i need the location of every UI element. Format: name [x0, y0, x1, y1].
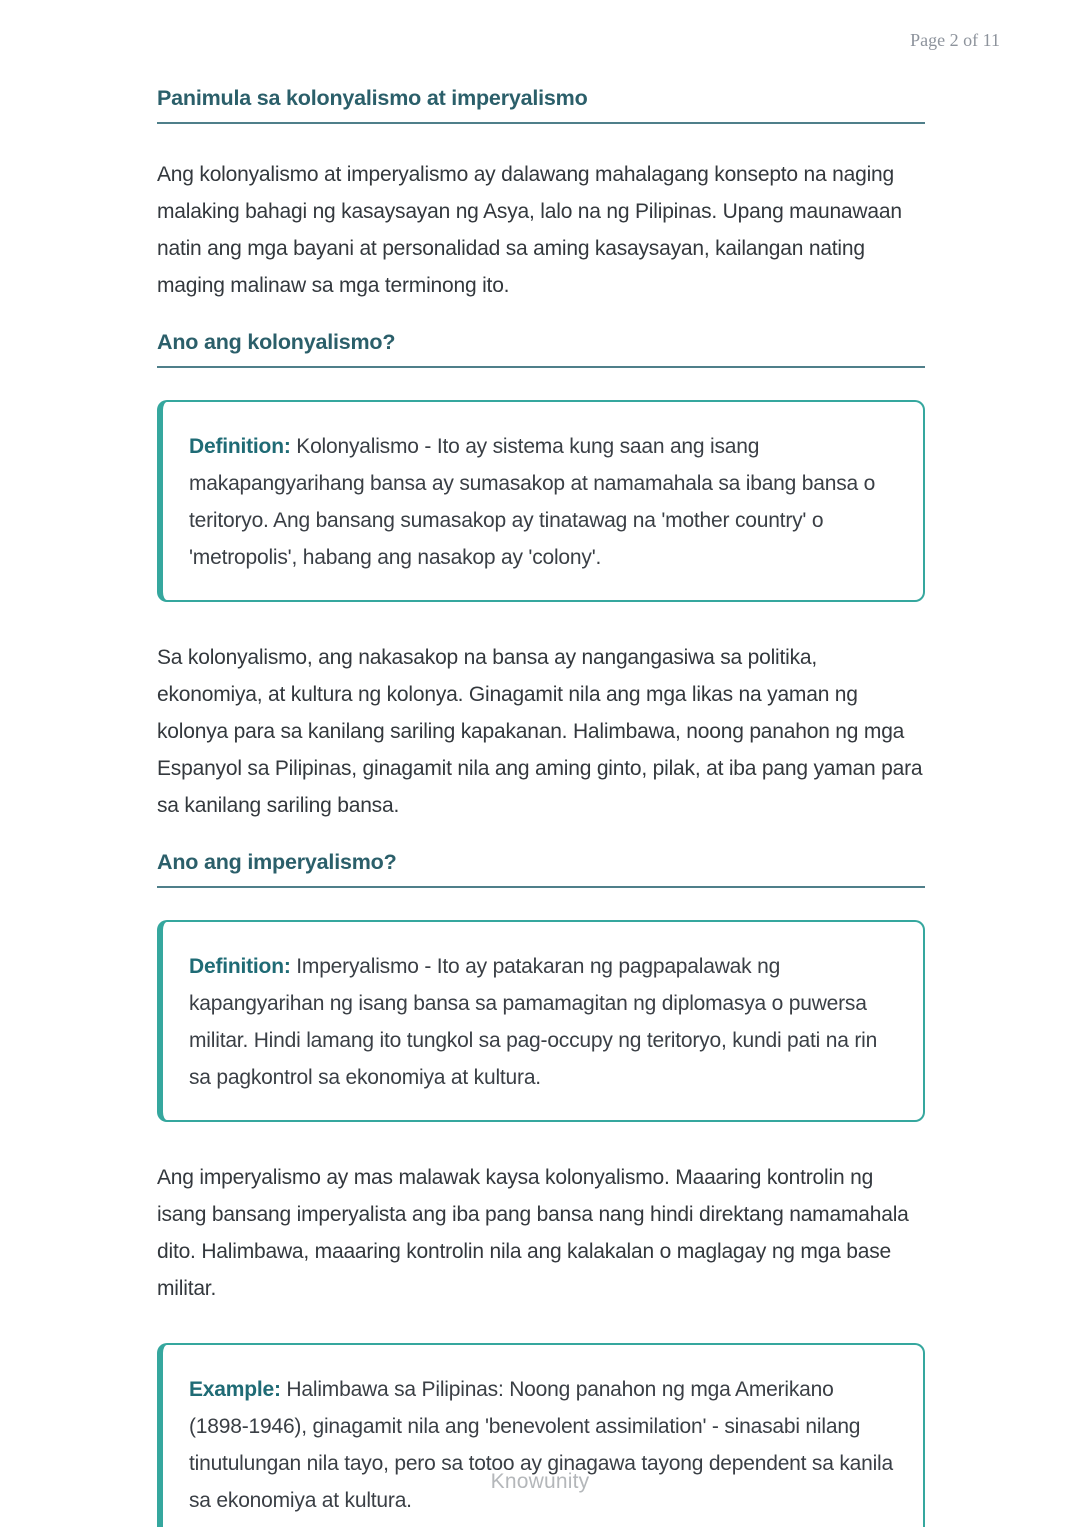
title-rule [157, 122, 925, 124]
section-paragraph-imperyalismo: Ang imperyalismo ay mas malawak kaysa kolonyalismo. Maaaring kontrolin ng isang bansang imperyalista ang iba pang bansa nang hindi direktang namamahala dito. Halimbawa, maaaring kontrolin nila ang kalakalan o maglagay ng mga base militar. [157, 1166, 909, 1300]
section-heading-kolonyalismo: Ano ang kolonyalismo? [157, 330, 396, 354]
section-heading-imperyalismo: Ano ang imperyalismo? [157, 850, 397, 874]
definition-label: Definition: [189, 955, 291, 978]
section-rule [157, 366, 925, 368]
definition-content [189, 428, 893, 576]
example-text: Halimbawa sa Pilipinas: Noong panahon ng mga Amerikano (1898-1946), ginagamit nila ang 'benevolent assimilation' - sinasabi nilang tinutulungan nila tayo, pero sa totoo ay ginagawa tayong dependent sa kanila sa ekonomiya at kultura. [189, 1378, 893, 1512]
page-number: Page 2 of 11 [910, 30, 1000, 50]
footer-brand: Knowunity [490, 1470, 590, 1493]
example-content [189, 1371, 893, 1519]
example-box [157, 1343, 925, 1527]
definition-label: Definition: [189, 435, 291, 458]
definition-content [189, 948, 893, 1096]
section-paragraph-kolonyalismo: Sa kolonyalismo, ang nakasakop na bansa ay nangangasiwa sa politika, ekonomiya, at kultura ng kolonya. Ginagamit nila ang mga likas na yaman ng kolonya para sa kanilang sariling kapakanan. Halimbawa, noong panahon ng mga Espanyol sa Pilipinas, ginagamit nila ang aming ginto, pilak, at iba pang yaman para sa kanilang sariling bansa. [157, 646, 923, 817]
document-content [157, 85, 925, 1527]
definition-text: Kolonyalismo - Ito ay sistema kung saan ang isang makapangyarihang bansa ay sumasakop at namamahala sa ibang bansa o teritoryo. Ang bansang sumasakop ay tinatawag na 'mother country' o 'metropolis', habang ang nasakop ay 'colony'. [189, 435, 876, 569]
definition-box-kolonyalismo [157, 400, 925, 602]
intro-paragraph: Ang kolonyalismo at imperyalismo ay dalawang mahalagang konsepto na naging malaking bahagi ng kasaysayan ng Asya, lalo na ng Pilipinas. Upang maunawaan natin ang mga bayani at personalidad sa aming kasaysayan, kailangan nating maging malinaw sa mga terminong ito. [157, 163, 902, 297]
document-title: Panimula sa kolonyalismo at imperyalismo [157, 86, 588, 110]
example-label: Example: [189, 1378, 281, 1401]
section-rule [157, 886, 925, 888]
definition-box-imperyalismo [157, 920, 925, 1122]
definition-text: Imperyalismo - Ito ay patakaran ng pagpapalawak ng kapangyarihan ng isang bansa sa pamamagitan ng diplomasya o puwersa militar. Hindi lamang ito tungkol sa pag-occupy ng teritoryo, kundi pati na rin sa pagkontrol sa ekonomiya at kultura. [189, 955, 878, 1089]
